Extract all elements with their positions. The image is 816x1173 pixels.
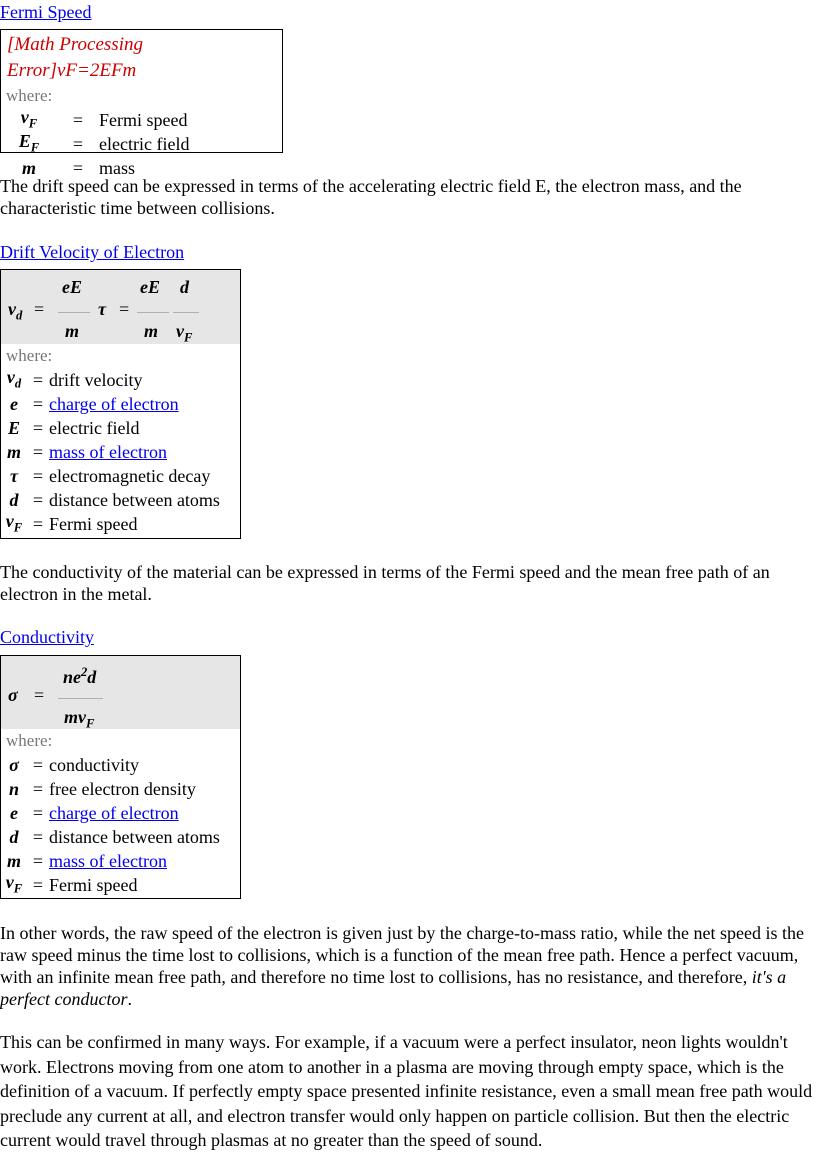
drift-velocity-box (0, 269, 241, 539)
fraction-bar (58, 312, 90, 313)
equals-sign: = (32, 779, 44, 799)
variable-symbol: n (8, 779, 19, 799)
variable-description-link[interactable]: charge of electron (49, 394, 179, 414)
variable-row (1, 512, 240, 536)
formula-denominator: $mv_F$ (64, 707, 95, 731)
equals-sign: = (32, 466, 44, 486)
equals-sign: = (32, 370, 44, 390)
equals-sign: = (32, 442, 44, 462)
fermi-speed-box (0, 29, 283, 178)
equals-sign: = (32, 755, 44, 775)
fraction-bar (137, 312, 169, 313)
variable-description: distance between atoms (49, 490, 220, 510)
formula-lhs: $v_d$ (8, 299, 23, 323)
formula-equals: = (119, 299, 130, 319)
equals-sign: = (32, 875, 44, 895)
conductivity-box (0, 655, 241, 899)
paragraph-conductivity-intro: The conductivity of the material can be expressed in terms of the Fermi speed and the mean free path of an electron in the metal. (0, 562, 770, 604)
variable-description: mass (99, 158, 135, 178)
variable-description: drift velocity (49, 370, 143, 390)
formula-denominator: $v_F$ (176, 321, 193, 345)
variable-symbol: m (6, 851, 21, 871)
formula-equals: = (34, 685, 45, 705)
formula-numerator: eE (62, 277, 82, 297)
formula-denominator: m (144, 321, 159, 341)
variable-description: electric field (99, 134, 190, 154)
math-processing-error: [Math Processing Error]vF=2EFm (7, 34, 143, 81)
formula-equals: = (34, 299, 45, 319)
variable-symbol: e (10, 394, 18, 414)
equals-sign: = (32, 418, 44, 438)
equals-sign: = (72, 110, 84, 130)
variable-symbol: $v_F$ (20, 106, 38, 131)
variable-row (1, 464, 240, 488)
fermi-speed-link[interactable]: Fermi Speed (0, 2, 92, 22)
formula-lhs: σ (8, 685, 18, 705)
equals-sign: = (72, 134, 84, 154)
variable-row (1, 132, 282, 156)
variable-symbol: e (10, 803, 18, 823)
equals-sign: = (32, 514, 44, 534)
formula-numerator: d (180, 277, 189, 297)
equals-sign: = (32, 394, 44, 414)
variable-description: Fermi speed (99, 110, 188, 130)
variable-row (1, 440, 240, 464)
variable-symbol: E (7, 418, 20, 438)
variable-description-link[interactable]: mass of electron (49, 442, 167, 462)
variable-symbol: $v_d$ (6, 366, 22, 391)
variable-row (1, 368, 240, 392)
formula-numerator: eE (140, 277, 160, 297)
variable-description: Fermi speed (49, 875, 138, 895)
variable-symbol: $E_F$ (18, 130, 40, 155)
equals-sign: = (32, 851, 44, 871)
variable-description: distance between atoms (49, 827, 220, 847)
where-label: where: (6, 86, 53, 105)
equals-sign: = (32, 803, 44, 823)
variable-list (1, 108, 282, 180)
variable-description: electric field (49, 418, 140, 438)
equals-sign: = (32, 490, 44, 510)
variable-row (1, 416, 240, 440)
drift-velocity-link[interactable]: Drift Velocity of Electron (0, 242, 185, 262)
equals-sign: = (72, 158, 84, 178)
paragraph-confirmation: This can be confirmed in many ways. For example, if a vacuum were a perfect insulator, neon lights wouldn't work. Electrons moving from one atom to another in a plasma are moving through empty space, which is the definition of a vacuum. If perfectly empty space presented infinite resistance, even a small mean free path would preclude any current at all, and electron transfer would only happen on particle collision. But then the electric current would travel through plasmas at no greater than the speed of sound. (0, 1032, 813, 1151)
formula-tau: τ (98, 299, 106, 319)
variable-symbol: m (21, 158, 36, 178)
variable-description: Fermi speed (49, 514, 138, 534)
emphasis-text: it's a perfect conductor (0, 967, 787, 1009)
variable-symbol: d (9, 490, 19, 510)
variable-description-link[interactable]: mass of electron (49, 851, 167, 871)
where-label: where: (6, 731, 53, 750)
formula-denominator: m (65, 321, 80, 341)
variable-description: electromagnetic decay (49, 466, 211, 486)
variable-symbol: τ (10, 466, 18, 486)
variable-row (1, 777, 240, 801)
paragraph-drift-intro: The drift speed can be expressed in terms of the accelerating electric field E, the electron mass, and the characteristic time between collisions. (0, 176, 742, 218)
variable-description: conductivity (49, 755, 139, 775)
variable-description-link[interactable]: charge of electron (49, 803, 179, 823)
variable-list (1, 753, 240, 897)
variable-description: free electron density (49, 779, 196, 799)
fraction-bar (58, 698, 103, 699)
variable-row (1, 488, 240, 512)
variable-row (1, 392, 240, 416)
conductivity-formula (1, 656, 240, 729)
variable-list (1, 368, 240, 536)
variable-symbol: σ (9, 755, 19, 775)
equals-sign: = (32, 827, 44, 847)
where-label: where: (6, 346, 53, 365)
drift-formula (1, 270, 240, 344)
formula-numerator: $ne^2d$ (63, 665, 97, 687)
fraction-bar (173, 312, 199, 313)
variable-symbol: d (9, 827, 19, 847)
variable-row (1, 753, 240, 777)
variable-row (1, 873, 240, 897)
variable-symbol: $v_F$ (5, 871, 23, 896)
variable-symbol: m (6, 442, 21, 462)
variable-row (1, 825, 240, 849)
variable-row (1, 849, 240, 873)
conductivity-link[interactable]: Conductivity (0, 627, 94, 647)
variable-symbol: $v_F$ (5, 510, 23, 535)
variable-row (1, 801, 240, 825)
paragraph-raw-speed: In other words, the raw speed of the electron is given just by the charge-to-mass ratio, while the net speed is the raw speed minus the time lost to collisions, which is a function of the mean free path. Hence a perfect vacuum, with an infinite mean free path, and therefore no time lost to collisions, has no resistance, and therefore, it's a perfect conductor. (0, 923, 804, 1009)
